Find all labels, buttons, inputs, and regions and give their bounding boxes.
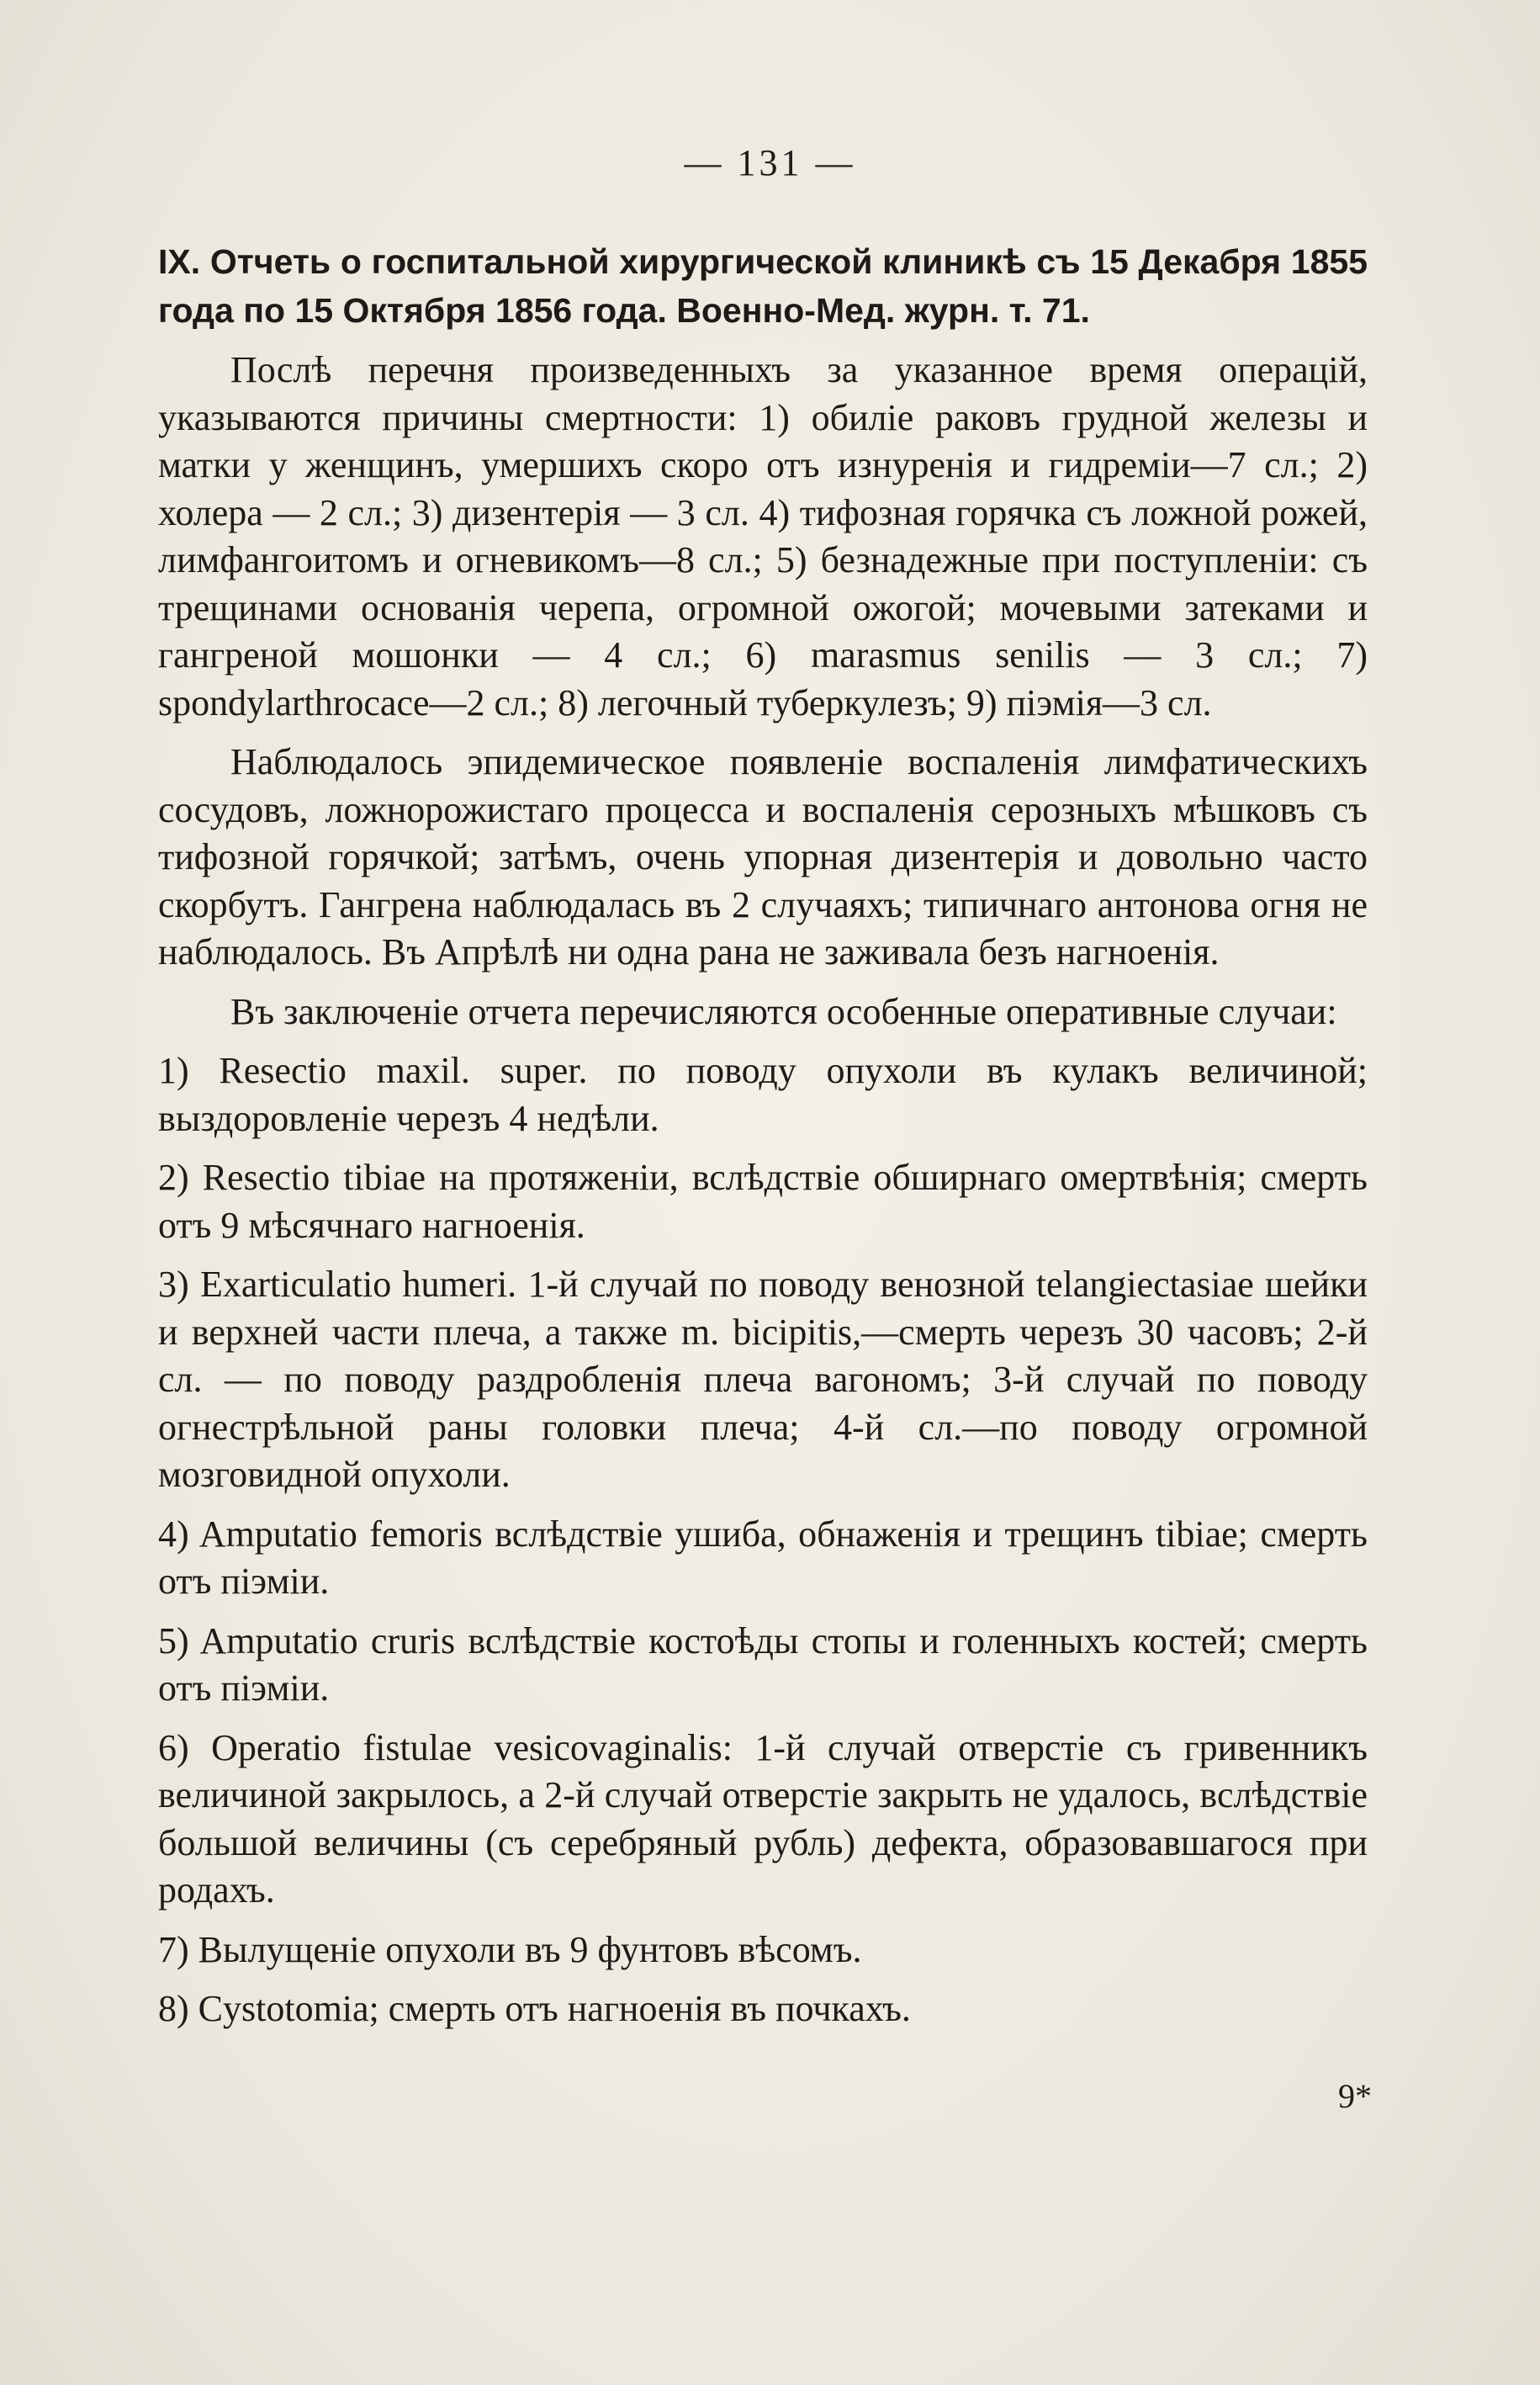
paragraph-mortality: Послѣ перечня произведенныхъ за указанное время операцій, указываются причины смертности: 1) обиліе раковъ грудной железы и матки у женщинъ, умершихъ скоро отъ изнуренія и гидреміи—7 сл.; 2) холера — 2 сл.; 3) дизентерія — 3 сл. 4) тифозная горячка съ ложной рожей, лимфангоитомъ и огневикомъ—8 сл.; 5) безнадежные при поступленіи: съ трещинами основанія черепа, огромной ожогой; мочевыми затеками и гангреной мошонки — 4 сл.; 6) marasmus senilis — 3 сл.; 7) spondylarthrocace—2 сл.; 8) легочный туберкулезъ; 9) піэмія—3 сл.	[158, 349, 1368, 723]
section-heading: IX. Отчеть о госпитальной хирургической клиникѣ съ 15 Декабря 1855 года по 15 Октября 1856 года. Военно-Мед. журн. т. 71.	[158, 242, 1368, 330]
case-item: 3) Exarticulatio humeri. 1-й случай по поводу венозной telangiectasiae шейки и верхней части плеча, а также m. bicipitis,—смерть черезъ 30 часовъ; 2-й сл. — по поводу раздробленія плеча вагономъ; 3-й случай по поводу огнестрѣльной раны головки плеча; 4-й сл.—по поводу огромной мозговидной опухоли.	[158, 1264, 1368, 1495]
page-number: — 131 —	[684, 142, 856, 183]
case-item: 1) Resectio maxil. super. по поводу опухоли въ кулакъ величиной; выздоровленіе черезъ 4 недѣли.	[158, 1050, 1368, 1139]
case-item: 6) Operatio fistulae vesicovaginalis: 1-й случай отверстіе съ гривенникъ величиной закрылось, а 2-й случай отверстіе закрыть не удалось, вслѣдствіе большой величины (съ серебряный рубль) дефекта, образовавшагося при родахъ.	[158, 1726, 1368, 1911]
paragraph-conclusion: Въ заключеніе отчета перечисляются особенные оперативные случаи:	[230, 990, 1337, 1032]
case-item: 2) Resectio tibiae на протяженіи, вслѣдствіе обширнаго омертвѣнія; смерть отъ 9 мѣсячнаго нагноенія.	[158, 1157, 1368, 1246]
case-item: 4) Amputatio femoris вслѣдствіе ушиба, обнаженія и трещинъ tibiae; смерть отъ піэміи.	[158, 1513, 1368, 1602]
case-item: 5) Amputatio cruris вслѣдствіе костоѣды стопы и голенныхъ костей; смерть отъ піэміи.	[158, 1619, 1368, 1709]
case-item: 7) Вылущеніе опухоли въ 9 фунтовъ вѣсомъ.	[158, 1928, 862, 1970]
case-item: 8) Cystotomia; смерть отъ нагноенія въ почкахъ.	[158, 1988, 911, 2029]
text-body	[158, 237, 1368, 2033]
paragraph-epidemic: Наблюдалось эпидемическое появленіе воспаленія лимфатическихъ сосудовъ, ложнорожистаго процесса и воспаленія серозныхъ мѣшковъ съ тифозной горячкой; затѣмъ, очень упорная дизентерія и довольно часто скорбутъ. Гангрена наблюдалась въ 2 случаяхъ; типичнаго антонова огня не наблюдалось. Въ Апрѣлѣ ни одна рана не заживала безъ нагноенія.	[158, 741, 1368, 973]
printer-signature: 9*	[1338, 2077, 1372, 2115]
